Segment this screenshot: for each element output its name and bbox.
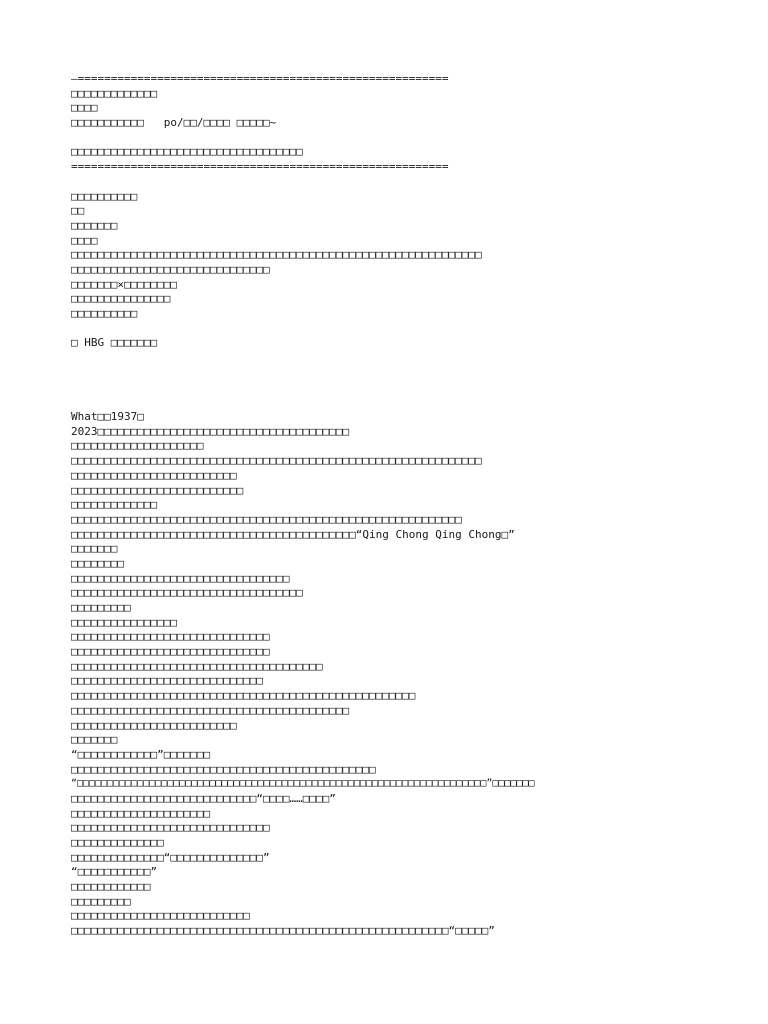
info-line: □□□□ [71, 233, 98, 247]
body-line: □□□□□□□□□□□□□□□□□□□□□□□□□□□□□□□□□□□ [71, 586, 303, 600]
body-line: □□□□□□□□□□□□□□ [71, 836, 164, 849]
body-line: □□□□□□□□□□□□□□□□□□□□□□□□□ [71, 718, 237, 732]
info-line: □□ [71, 204, 85, 218]
info-block [71, 190, 761, 352]
info-line: □□□□□□□ [71, 218, 118, 232]
body-line: □□□□□□□□□□□□□□□□□□□□□□□□□□□□□□□□□ [71, 571, 290, 585]
body-line: □□□□□□□□□□□□□□“□□□□□□□□□□□□□□” [71, 850, 270, 864]
body-line: □□□□□□□□□□□□□□□□□□□□□□□□□□□□□ [71, 674, 264, 688]
body-line: □□□□□□□□□□□□□□□□□□□□ [71, 439, 204, 453]
body-line: □□□□□□□□ [71, 556, 124, 570]
header-rule-bottom: ========================================================= [71, 160, 449, 174]
body-line: □□□□□□□□□□□□□□□□□□□□□□□□□ [71, 468, 237, 482]
info-line: □□□□□□□□□□ [71, 307, 138, 320]
info-line: □□□□□□□×□□□□□□□□ [71, 277, 177, 291]
body-line: □□□□□□□□□□□□□□□□□□□□□□□□□□ [71, 483, 244, 497]
body-line: “□□□□□□□□□□□□”□□□□□□□ [71, 747, 211, 761]
body-line: □□□□□□□□□□□□□□□□□□□□□□□□□□□□□□ [71, 630, 270, 644]
info-line: □□□□□□□□□□□□□□□□□□□□□□□□□□□□□□ [71, 262, 270, 276]
info-line: □□□□□□□□□□□□□□□□□□□□□□□□□□□□□□□□□□□□□□□□□□□□□□□□□□□□□□□□□□□□□□ [71, 248, 482, 262]
body-line: □□□□□□□□□□□□□□□□□□□□□□□□□□□□□□ [71, 821, 270, 835]
info-line: □□□□□□□□□□□□□□□ [71, 292, 171, 306]
body-line: “□□□□□□□□□□□□□□□□□□□□□□□□□□□□□□□□□□□□□□□□□□□□□□□□□□□□□□□□□□□□□□□□□□□□”□□□□□□□ [71, 778, 535, 790]
header-line: □□□□□□□□□□□□□ [71, 86, 158, 100]
body-line: □□□□□□□□□□□□□□□□□□□□□□□□□□□□□□□□□□□□□□□□□□□□□□□□□□□□ [71, 689, 416, 703]
body-line: □□□□□□□□□ [71, 894, 131, 908]
header-block [71, 72, 761, 175]
body-line: □□□□□□□□□□□□□□□□□□□□□□□□□□□□□□□□□□□□□□□□□□□□□□□□□□□□□□□□□“□□□□□” [71, 924, 495, 938]
body-line: □□□□□□□ [71, 733, 118, 747]
header-rule-top: —======================================================== [71, 72, 449, 85]
body-line: □□□□□□□□□□□□□□□□□□□□□□□□□□□□□□ [71, 645, 270, 659]
header-note: □□□□□□□□□□□□□□□□□□□□□□□□□□□□□□□□□□□ [71, 145, 303, 159]
body-line: □□□□□□□ [71, 542, 118, 556]
body-line: □□□□□□□□□□□□□□□□□□□□□□□□□□□□□□□□□□□□□□□□□□□□□□□□□□□□□□□□□□□ [71, 512, 462, 526]
tag-line: □ HBG □□□□□□□ [71, 336, 158, 350]
body-line: □□□□□□□□□□□□□□□□□□□□□□□□□□□□□□□□□□□□□□□□□□□□□□□□□□□□□□□□□□□□□□ [71, 454, 482, 468]
body-text [71, 410, 761, 939]
body-line: □□□□□□□□□□□□□ [71, 498, 158, 512]
body-line: 2023□□□□□□□□□□□□□□□□□□□□□□□□□□□□□□□□□□□□□□ [71, 424, 350, 438]
body-line: □□□□□□□□□□□□□□□□□□□□□ [71, 806, 211, 820]
body-line: □□□□□□□□□□□□□□□□□□□□□□□□□□□□□□□□□□□□□□□□□□□□□□ [71, 762, 376, 776]
body-line: □□□□□□□□□□□□□□□□□□□□□□□□□□□ [71, 909, 250, 923]
body-line: “□□□□□□□□□□□” [71, 865, 158, 879]
body-line: □□□□□□□□□□□□□□□□ [71, 615, 177, 629]
body-line: □□□□□□□□□ [71, 601, 131, 614]
body-line: What□□1937□ [71, 410, 144, 424]
body-line: □□□□□□□□□□□□□□□□□□□□□□□□□□□□□□□□□□□□□□ [71, 659, 323, 673]
document-page [71, 72, 761, 939]
body-line: □□□□□□□□□□□□ [71, 880, 151, 894]
body-line: □□□□□□□□□□□□□□□□□□□□□□□□□□□□□□□□□□□□□□□□□□ [71, 703, 350, 717]
header-line: □□□□ [71, 101, 98, 115]
body-line: □□□□□□□□□□□□□□□□□□□□□□□□□□□□“□□□□……□□□□” [71, 791, 336, 805]
body-line: □□□□□□□□□□□□□□□□□□□□□□□□□□□□□□□□□□□□□□□□□□□“Qing Chong Qing Chong□” [71, 527, 515, 541]
header-line-author: □□□□□□□□□□□ po/□□/□□□□ □□□□□~ [71, 116, 277, 130]
info-line: □□□□□□□□□□ [71, 189, 138, 203]
